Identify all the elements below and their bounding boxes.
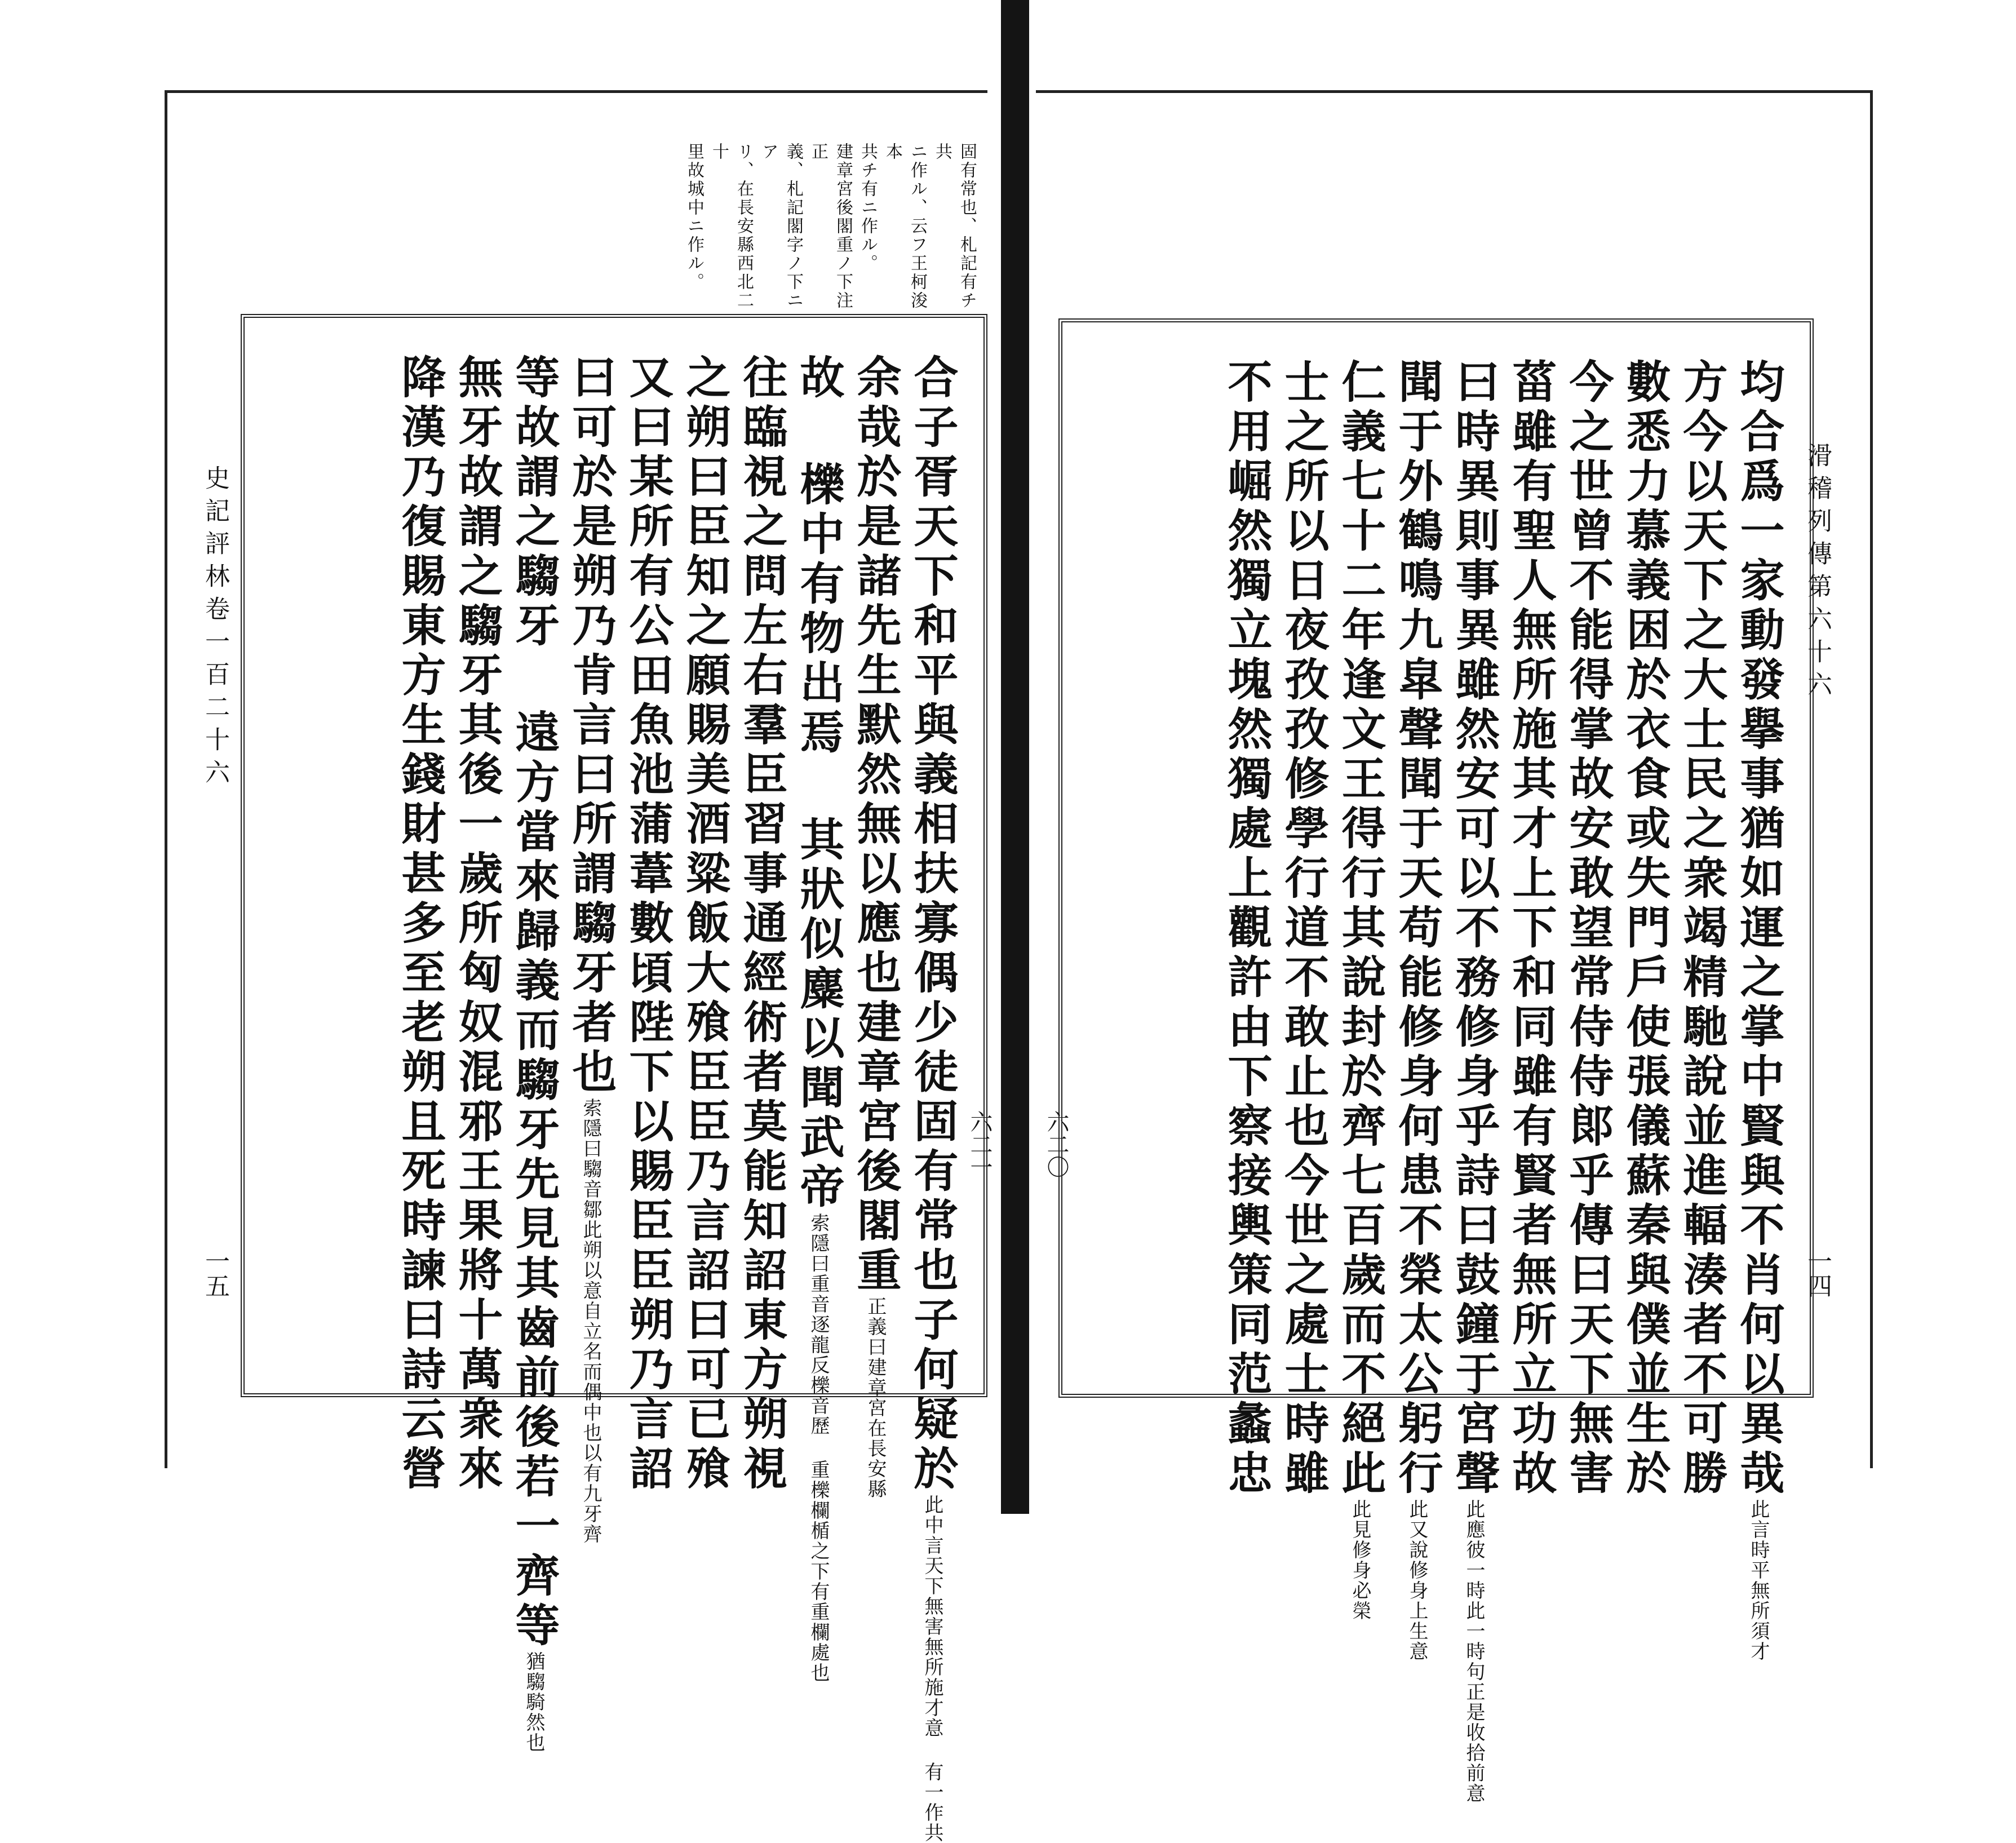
column-main-text: 曰時異則事異雖然安可以不務修身乎詩曰鼓鐘于宮聲	[1448, 358, 1500, 1499]
column-annotation: 此見修身必榮	[1349, 1499, 1371, 1621]
column-main-text: 方今以天下之大士民之衆竭精馳說並進輻湊者不可勝	[1676, 358, 1728, 1499]
gutter-number-left: 六二一	[967, 1110, 993, 1178]
left-text-columns	[267, 354, 961, 1843]
text-column	[847, 354, 904, 1499]
column-annotation: 猶騶騎然也	[522, 1651, 545, 1753]
right-text-frame	[1058, 318, 1814, 1804]
left-page	[165, 90, 987, 1843]
column-main-text: 數悉力慕義困於衣食或失門戶使張儀蘇秦與僕並生於	[1619, 358, 1671, 1499]
left-top-note	[684, 143, 979, 323]
column-main-text: 曰可於是朔乃肯言曰所謂騶牙者也	[565, 354, 617, 1098]
book-gutter	[1001, 0, 1029, 1514]
column-main-text: 合子胥天下和平與義相扶寡偶少徒固有常也子何疑於	[906, 354, 959, 1495]
text-column	[1673, 358, 1730, 1499]
left-running-head: 史記評林卷一百二十六	[201, 465, 229, 792]
column-annotation: 此又說修身上生意	[1406, 1499, 1428, 1662]
column-main-text: 往臨視之問左右羣臣習事通經術者莫能知詔東方朔視	[735, 354, 788, 1495]
text-column	[1559, 358, 1616, 1499]
text-column	[733, 354, 790, 1495]
right-text-columns	[1085, 358, 1787, 1804]
top-note-line: 里故城中ニ作ル。	[684, 143, 704, 291]
text-column	[619, 354, 676, 1495]
top-note-line: 共チ有ニ作ル。	[858, 143, 878, 273]
top-note-line: 義、札記閣字ノ下ニア	[759, 143, 803, 310]
column-main-text: 之朔曰臣知之願賜美酒粱飯大飱臣臣乃言詔曰可已飱	[679, 354, 731, 1495]
column-main-text: 今之世曾不能得掌故安敢望常侍侍郞乎傳曰天下無害	[1562, 358, 1614, 1499]
left-text-frame	[241, 314, 987, 1843]
column-main-text: 仁義七十二年逢文王得行其說封於齊七百歲而不絕此	[1334, 358, 1386, 1499]
text-column	[392, 354, 449, 1495]
text-column	[1446, 358, 1503, 1804]
text-column	[676, 354, 733, 1495]
column-main-text: 無牙故謂之騶牙其後一歲所匈奴混邪王果將十萬衆來	[451, 354, 503, 1495]
gutter-number-right: 六二〇	[1043, 1110, 1069, 1178]
column-annotation: 此應彼一時此一時句正是收拾前意	[1463, 1499, 1485, 1804]
column-annotation: 此中言天下無害無所施才意 有一作共	[921, 1495, 943, 1843]
column-main-text: 士之所以日夜孜孜修學行道不敢止也今世之處士時雖	[1277, 358, 1330, 1499]
column-main-text: 聞于外鶴鳴九皐聲聞于天苟能修身何患不榮太公躬行	[1391, 358, 1443, 1499]
text-column	[790, 354, 847, 1683]
column-annotation: 索隱曰重音逐龍反櫟音歷 重櫟欄楯之下有重欄處也	[807, 1213, 830, 1683]
text-column	[1730, 358, 1787, 1662]
top-note-line: 建章宮後閣重ノ下注正	[808, 143, 853, 310]
column-main-text: 等故謂之騶牙 遠方當來歸義而騶牙先見其齒前後若一齊等	[508, 354, 560, 1651]
column-main-text: 降漢乃復賜東方生錢財甚多至老朔且死時諫曰詩云營	[394, 354, 446, 1495]
column-main-text: 不用崛然獨立塊然獨處上觀許由下察接輿策同范蠡忠	[1220, 358, 1273, 1499]
column-main-text: 故 櫟中有物出焉 其狀似麋以聞武帝	[792, 354, 845, 1213]
text-column	[562, 354, 619, 1544]
column-annotation: 此言時平無所須才	[1747, 1499, 1770, 1662]
right-page	[1036, 90, 1873, 1804]
column-main-text: 菑雖有聖人無所施其才上下和同雖有賢者無所立功故	[1505, 358, 1557, 1499]
text-column	[1275, 358, 1332, 1499]
column-annotation: 索隱曰騶音鄒此朔以意自立名而偶中也以有九牙齊	[579, 1098, 602, 1544]
column-main-text: 又曰某所有公田魚池蒲葦數頃陛下以賜臣臣朔乃言詔	[622, 354, 674, 1495]
text-column	[1218, 358, 1275, 1499]
text-column	[506, 354, 562, 1753]
text-column	[1389, 358, 1446, 1662]
top-note-line: 固有常也、札記有チ共	[932, 143, 977, 310]
text-column	[1503, 358, 1559, 1499]
text-column	[904, 354, 961, 1843]
right-running-head: 滑稽列傳第六十六	[1803, 442, 1832, 704]
text-column	[1616, 358, 1673, 1499]
column-main-text: 均合爲一家動發擧事猶如運之掌中賢與不肖何以異哉	[1733, 358, 1785, 1499]
column-annotation: 正義曰建章宮在長安縣	[864, 1296, 887, 1499]
top-note-line: リ、在長安縣西北二十	[709, 143, 754, 310]
left-page-number: 一五	[201, 1248, 229, 1298]
text-column	[1332, 358, 1389, 1621]
right-page-number: 一四	[1803, 1248, 1832, 1298]
text-column	[449, 354, 506, 1495]
column-main-text: 余哉於是諸先生默然無以應也建章宮後閣重	[849, 354, 902, 1296]
top-note-line: ニ作ル、云フ王柯浚本	[883, 143, 927, 310]
